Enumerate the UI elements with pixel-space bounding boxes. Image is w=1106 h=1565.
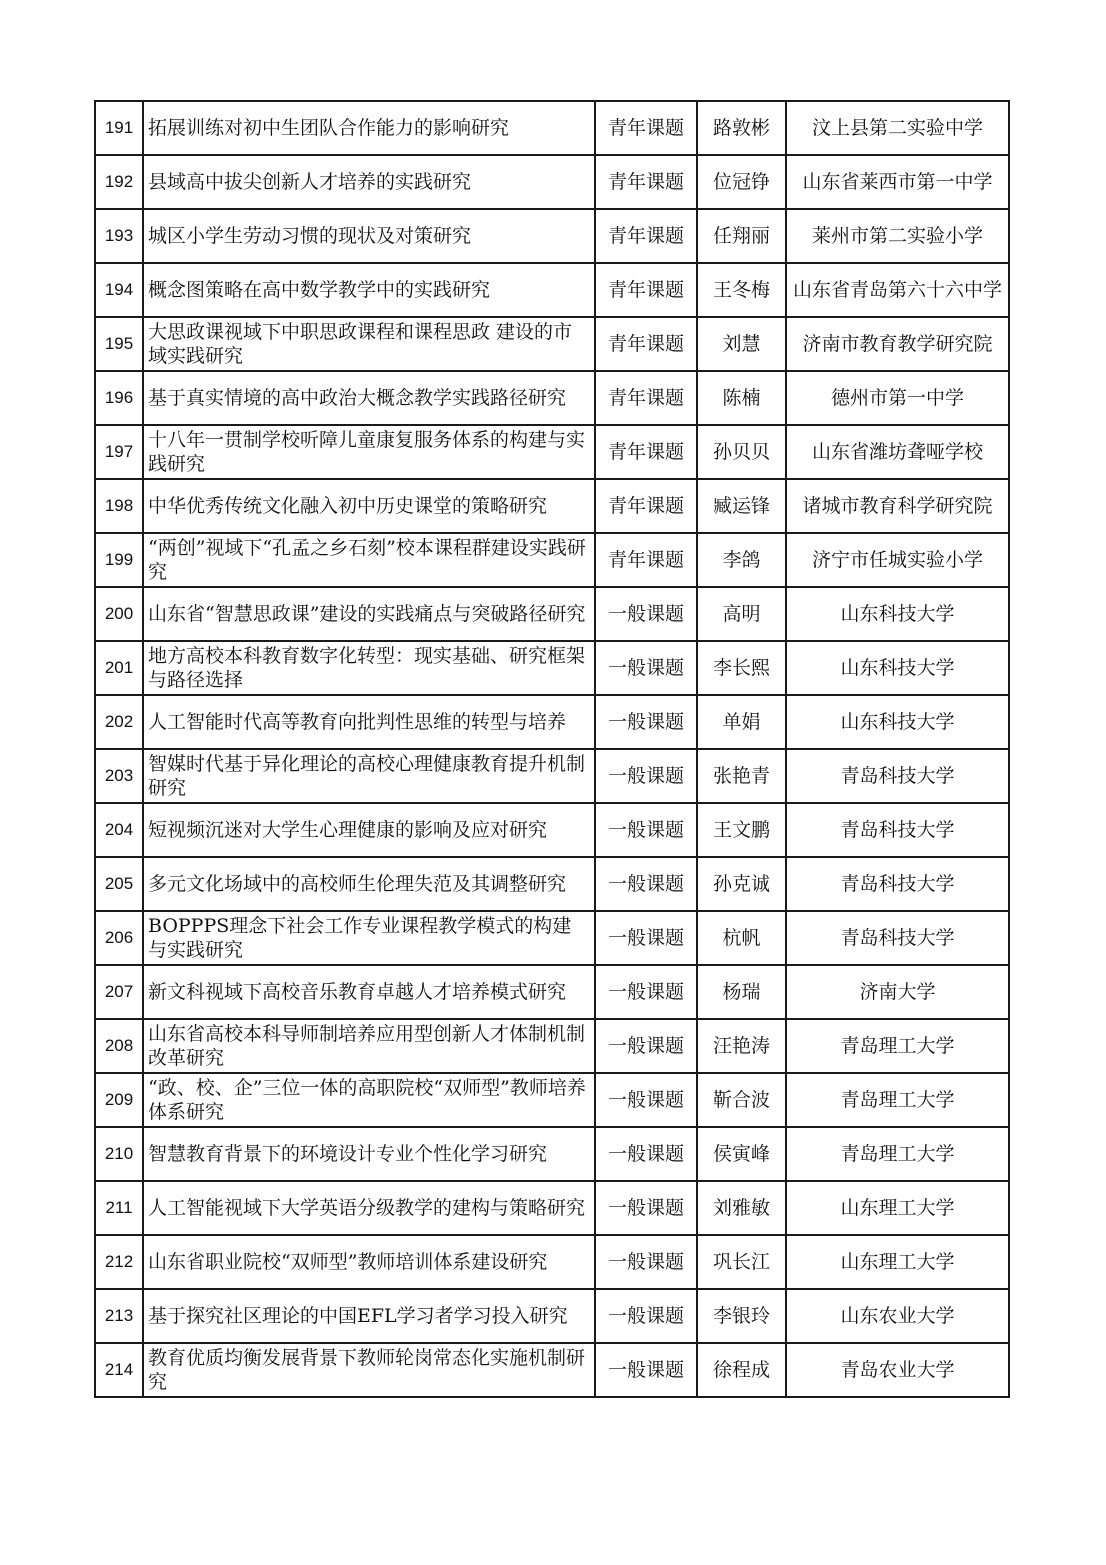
project-title: 拓展训练对初中生团队合作能力的影响研究 <box>143 101 595 155</box>
project-category: 一般课题 <box>595 803 697 857</box>
project-category: 一般课题 <box>595 1235 697 1289</box>
table-row <box>95 1343 1009 1397</box>
project-title: “两创”视域下“孔孟之乡石刻”校本课程群建设实践研究 <box>143 533 595 587</box>
project-category: 青年课题 <box>595 263 697 317</box>
project-category: 一般课题 <box>595 857 697 911</box>
principal-investigator: 任翔丽 <box>697 209 786 263</box>
institution: 青岛农业大学 <box>786 1343 1009 1397</box>
table-row <box>95 641 1009 695</box>
project-category: 一般课题 <box>595 1343 697 1397</box>
project-title: 人工智能视域下大学英语分级教学的建构与策略研究 <box>143 1181 595 1235</box>
project-category: 青年课题 <box>595 425 697 479</box>
project-title: 基于真实情境的高中政治大概念教学实践路径研究 <box>143 371 595 425</box>
project-title: 山东省职业院校“双师型”教师培训体系建设研究 <box>143 1235 595 1289</box>
row-number: 195 <box>95 317 143 371</box>
institution: 青岛科技大学 <box>786 911 1009 965</box>
principal-investigator: 王冬梅 <box>697 263 786 317</box>
institution: 济宁市任城实验小学 <box>786 533 1009 587</box>
institution: 山东科技大学 <box>786 695 1009 749</box>
table-row <box>95 425 1009 479</box>
project-list-table <box>94 100 1010 1398</box>
principal-investigator: 高明 <box>697 587 786 641</box>
table-row <box>95 209 1009 263</box>
institution: 德州市第一中学 <box>786 371 1009 425</box>
row-number: 198 <box>95 479 143 533</box>
row-number: 211 <box>95 1181 143 1235</box>
row-number: 192 <box>95 155 143 209</box>
project-title: 十八年一贯制学校听障儿童康复服务体系的构建与实践研究 <box>143 425 595 479</box>
institution: 莱州市第二实验小学 <box>786 209 1009 263</box>
project-category: 一般课题 <box>595 1019 697 1073</box>
table-row <box>95 965 1009 1019</box>
row-number: 214 <box>95 1343 143 1397</box>
project-title: 短视频沉迷对大学生心理健康的影响及应对研究 <box>143 803 595 857</box>
project-title: 人工智能时代高等教育向批判性思维的转型与培养 <box>143 695 595 749</box>
project-title: “政、校、企”三位一体的高职院校“双师型”教师培养体系研究 <box>143 1073 595 1127</box>
principal-investigator: 李银玲 <box>697 1289 786 1343</box>
project-category: 青年课题 <box>595 101 697 155</box>
project-category: 一般课题 <box>595 1289 697 1343</box>
principal-investigator: 靳合波 <box>697 1073 786 1127</box>
principal-investigator: 李长熙 <box>697 641 786 695</box>
principal-investigator: 位冠铮 <box>697 155 786 209</box>
institution: 山东农业大学 <box>786 1289 1009 1343</box>
principal-investigator: 侯寅峰 <box>697 1127 786 1181</box>
table-row <box>95 1235 1009 1289</box>
institution: 山东科技大学 <box>786 641 1009 695</box>
project-category: 一般课题 <box>595 695 697 749</box>
principal-investigator: 陈楠 <box>697 371 786 425</box>
principal-investigator: 孙克诚 <box>697 857 786 911</box>
project-category: 一般课题 <box>595 1127 697 1181</box>
row-number: 213 <box>95 1289 143 1343</box>
project-title: 山东省“智慧思政课”建设的实践痛点与突破路径研究 <box>143 587 595 641</box>
row-number: 200 <box>95 587 143 641</box>
table-row <box>95 101 1009 155</box>
row-number: 203 <box>95 749 143 803</box>
row-number: 208 <box>95 1019 143 1073</box>
project-category: 青年课题 <box>595 533 697 587</box>
institution: 山东科技大学 <box>786 587 1009 641</box>
table-row <box>95 857 1009 911</box>
table-row <box>95 749 1009 803</box>
table-row <box>95 695 1009 749</box>
institution: 济南大学 <box>786 965 1009 1019</box>
principal-investigator: 臧运锋 <box>697 479 786 533</box>
principal-investigator: 王文鹏 <box>697 803 786 857</box>
table-row <box>95 1019 1009 1073</box>
row-number: 205 <box>95 857 143 911</box>
row-number: 204 <box>95 803 143 857</box>
row-number: 212 <box>95 1235 143 1289</box>
principal-investigator: 张艳青 <box>697 749 786 803</box>
principal-investigator: 汪艳涛 <box>697 1019 786 1073</box>
row-number: 207 <box>95 965 143 1019</box>
table-row <box>95 317 1009 371</box>
institution: 诸城市教育科学研究院 <box>786 479 1009 533</box>
table-row <box>95 479 1009 533</box>
row-number: 210 <box>95 1127 143 1181</box>
project-title: 地方高校本科教育数字化转型：现实基础、研究框架与路径选择 <box>143 641 595 695</box>
row-number: 201 <box>95 641 143 695</box>
principal-investigator: 杭帆 <box>697 911 786 965</box>
project-category: 一般课题 <box>595 965 697 1019</box>
project-title: BOPPPS理念下社会工作专业课程教学模式的构建与实践研究 <box>143 911 595 965</box>
project-category: 一般课题 <box>595 587 697 641</box>
institution: 山东省青岛第六十六中学 <box>786 263 1009 317</box>
institution: 青岛科技大学 <box>786 857 1009 911</box>
principal-investigator: 单娟 <box>697 695 786 749</box>
institution: 青岛理工大学 <box>786 1127 1009 1181</box>
table-row <box>95 1289 1009 1343</box>
table-row <box>95 1181 1009 1235</box>
project-category: 一般课题 <box>595 1181 697 1235</box>
project-title: 基于探究社区理论的中国EFL学习者学习投入研究 <box>143 1289 595 1343</box>
project-title: 多元文化场域中的高校师生伦理失范及其调整研究 <box>143 857 595 911</box>
table-row <box>95 803 1009 857</box>
project-category: 青年课题 <box>595 155 697 209</box>
institution: 山东省潍坊聋哑学校 <box>786 425 1009 479</box>
row-number: 197 <box>95 425 143 479</box>
project-title: 大思政课视域下中职思政课程和课程思政 建设的市域实践研究 <box>143 317 595 371</box>
principal-investigator: 孙贝贝 <box>697 425 786 479</box>
project-title: 智慧教育背景下的环境设计专业个性化学习研究 <box>143 1127 595 1181</box>
row-number: 199 <box>95 533 143 587</box>
project-category: 一般课题 <box>595 1073 697 1127</box>
principal-investigator: 刘雅敏 <box>697 1181 786 1235</box>
row-number: 193 <box>95 209 143 263</box>
institution: 汶上县第二实验中学 <box>786 101 1009 155</box>
principal-investigator: 刘慧 <box>697 317 786 371</box>
project-category: 青年课题 <box>595 317 697 371</box>
institution: 山东理工大学 <box>786 1235 1009 1289</box>
principal-investigator: 徐程成 <box>697 1343 786 1397</box>
row-number: 202 <box>95 695 143 749</box>
row-number: 196 <box>95 371 143 425</box>
project-title: 智媒时代基于异化理论的高校心理健康教育提升机制研究 <box>143 749 595 803</box>
table-row <box>95 155 1009 209</box>
project-category: 一般课题 <box>595 749 697 803</box>
institution: 青岛理工大学 <box>786 1019 1009 1073</box>
institution: 青岛科技大学 <box>786 749 1009 803</box>
row-number: 206 <box>95 911 143 965</box>
table-body <box>95 101 1009 1397</box>
institution: 山东省莱西市第一中学 <box>786 155 1009 209</box>
project-title: 城区小学生劳动习惯的现状及对策研究 <box>143 209 595 263</box>
table-row <box>95 587 1009 641</box>
institution: 山东理工大学 <box>786 1181 1009 1235</box>
project-title: 概念图策略在高中数学教学中的实践研究 <box>143 263 595 317</box>
project-category: 一般课题 <box>595 641 697 695</box>
principal-investigator: 路敦彬 <box>697 101 786 155</box>
project-category: 青年课题 <box>595 209 697 263</box>
row-number: 194 <box>95 263 143 317</box>
table-row <box>95 1127 1009 1181</box>
institution: 济南市教育教学研究院 <box>786 317 1009 371</box>
project-category: 青年课题 <box>595 479 697 533</box>
project-category: 青年课题 <box>595 371 697 425</box>
project-category: 一般课题 <box>595 911 697 965</box>
project-title: 山东省高校本科导师制培养应用型创新人才体制机制改革研究 <box>143 1019 595 1073</box>
table-row <box>95 533 1009 587</box>
project-title: 教育优质均衡发展背景下教师轮岗常态化实施机制研究 <box>143 1343 595 1397</box>
table-row <box>95 911 1009 965</box>
table-row <box>95 1073 1009 1127</box>
project-title: 县域高中拔尖创新人才培养的实践研究 <box>143 155 595 209</box>
table-row <box>95 371 1009 425</box>
project-title: 新文科视域下高校音乐教育卓越人才培养模式研究 <box>143 965 595 1019</box>
row-number: 191 <box>95 101 143 155</box>
institution: 青岛科技大学 <box>786 803 1009 857</box>
principal-investigator: 李鸽 <box>697 533 786 587</box>
principal-investigator: 巩长江 <box>697 1235 786 1289</box>
principal-investigator: 杨瑞 <box>697 965 786 1019</box>
project-title: 中华优秀传统文化融入初中历史课堂的策略研究 <box>143 479 595 533</box>
institution: 青岛理工大学 <box>786 1073 1009 1127</box>
table-row <box>95 263 1009 317</box>
row-number: 209 <box>95 1073 143 1127</box>
